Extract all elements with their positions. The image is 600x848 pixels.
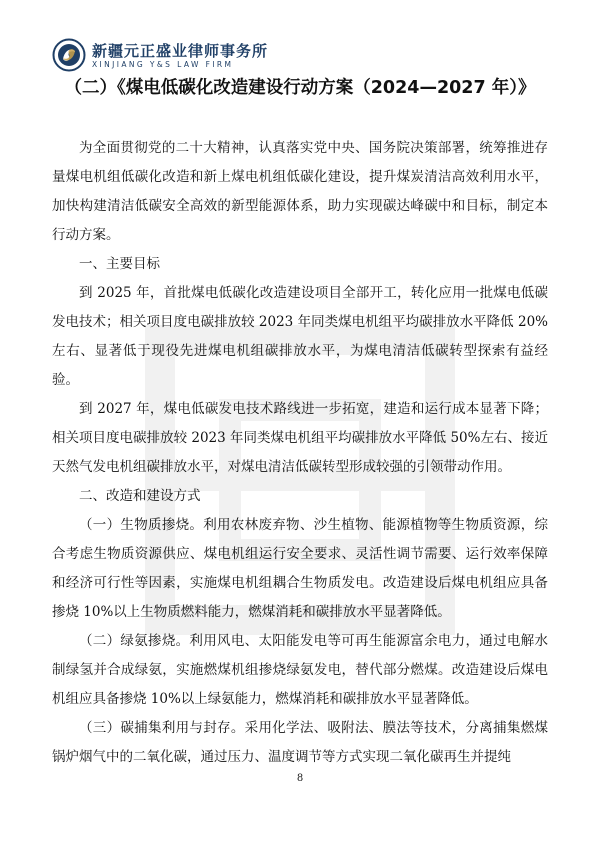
section-heading-main-goals: 一、主要目标 [79,256,160,272]
org-name-en: XINJIANG Y&S LAW FIRM [92,60,234,69]
document-title: （二）《煤电低碳化改造建设行动方案（2024—2027 年）》 [64,78,536,98]
org-name-cn: 新疆元正盛业律师事务所 [92,42,269,60]
section-heading-methods: 二、改造和建设方式 [79,488,201,504]
page-number: 8 [296,773,304,784]
document-body [52,134,548,772]
paragraph-goal-2025: 到 2025 年，首批煤电低碳化改造建设项目全部开工，转化应用一批煤电低碳发电技术；相关项目度电碳排放较 2023 年同类煤电机组平均碳排放水平降低 20%左右、显著低于现役先进煤电机组碳排放水平，为煤电清洁低碳转型探索有益经验。 [52,285,548,388]
paragraph-ccus: （三）碳捕集利用与封存。采用化学法、吸附法、膜法等技术，分离捕集燃煤锅炉烟气中的二氧化碳，通过压力、温度调节等方式实现二氧化碳再生并提纯 [52,720,548,765]
paragraph-green-ammonia: （二）绿氨掺烧。利用风电、太阳能发电等可再生能源富余电力，通过电解水制绿氢并合成绿氨，实施燃煤机组掺烧绿氨发电，替代部分燃煤。改造建设后煤电机组应具备掺烧 10%以上绿氨能力，燃煤消耗和碳排放水平显著降低。 [52,633,548,707]
header [52,38,312,78]
paragraph-intro: 为全面贯彻党的二十大精神，认真落实党中央、国务院决策部署，统筹推进存量煤电机组低碳化改造和新上煤电机组低碳化建设，提升煤炭清洁高效利用水平，加快构建清洁低碳安全高效的新型能源体系，助力实现碳达峰碳中和目标，制定本行动方案。 [52,140,548,243]
firm-logo-icon [52,38,86,72]
paragraph-goal-2027: 到 2027 年，煤电低碳发电技术路线进一步拓宽，建造和运行成本显著下降；相关项目度电碳排放较 2023 年同类煤电机组平均碳排放水平降低 50%左右、接近天然气发电机组碳排放水平，对煤电清洁低碳转型形成较强的引领带动作用。 [52,401,548,475]
paragraph-biomass: （一）生物质掺烧。利用农林废弃物、沙生植物、能源植物等生物质资源，综合考虑生物质资源供应、煤电机组运行安全要求、灵活性调节需要、运行效率保障和经济可行性等因素，实施煤电机组耦合生物质发电。改造建设后煤电机组应具备掺烧 10%以上生物质燃料能力，燃煤消耗和碳排放水平显著降低。 [52,517,548,620]
